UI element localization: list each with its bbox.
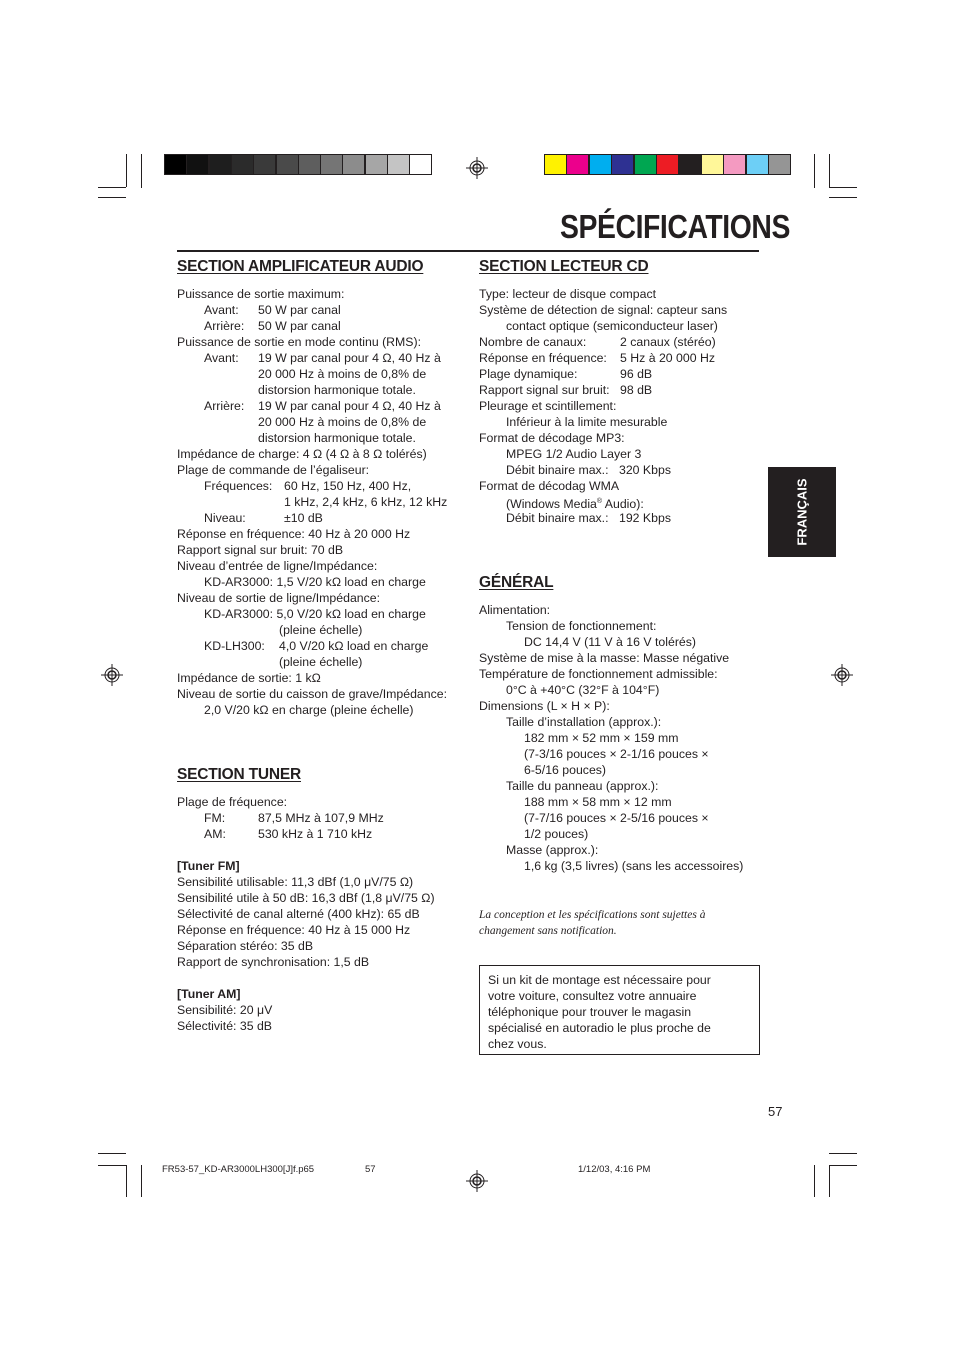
crop-mark (126, 1165, 127, 1197)
spec-line: (7-7/16 pouces × 2-5/16 pouces × (524, 811, 709, 825)
spec-line: 0°C à +40°C (32°F à 104°F) (506, 683, 660, 697)
spec-line: Dimensions (L × H × P): (479, 699, 610, 713)
grayscale-swatch (342, 154, 365, 175)
spec-line: Arrière: (204, 399, 245, 413)
color-swatch (723, 154, 746, 175)
color-swatch (566, 154, 589, 175)
notice-line: spécialisé en autoradio le plus proche de (488, 1021, 711, 1035)
spec-line: Type: lecteur de disque compact (479, 287, 657, 301)
grayscale-swatch (409, 154, 432, 175)
spec-line: (pleine échelle) (279, 655, 363, 669)
spec-line: distorsion harmonique totale. (258, 383, 416, 397)
crop-mark (98, 1165, 126, 1166)
spec-line: Arrière: (204, 319, 245, 333)
registration-mark-icon (466, 157, 488, 179)
grayscale-swatch (231, 154, 254, 175)
crop-mark (829, 197, 857, 198)
color-swatch (544, 154, 567, 175)
spec-line: KD-AR3000: 1,5 V/20 kΩ load en charge (204, 575, 426, 589)
grayscale-swatch (298, 154, 321, 175)
language-tab (768, 467, 836, 557)
spec-line: 87,5 MHz à 107,9 MHz (258, 811, 384, 825)
title-rule (177, 250, 759, 252)
spec-line: 1/2 pouces) (524, 827, 589, 841)
grayscale-swatch (209, 154, 232, 175)
section-heading-audio: SECTION AMPLIFICATEUR AUDIO (177, 258, 424, 275)
spec-line: ±10 dB (284, 511, 323, 525)
crop-mark (98, 187, 126, 188)
spec-line: 1,6 kg (3,5 livres) (sans les accessoires) (524, 859, 744, 873)
mounting-kit-notice (479, 965, 760, 1055)
page-number: 57 (768, 1104, 783, 1119)
spec-line: Débit binaire max.: (506, 463, 609, 477)
footer-date: 1/12/03, 4:16 PM (578, 1164, 651, 1175)
registered-mark: ® (596, 498, 603, 505)
spec-line: KD-LH300: (204, 639, 265, 653)
spec-line: Système de mise à la masse: Masse négative (479, 651, 730, 665)
spec-line: KD-AR3000: 5,0 V/20 kΩ load en charge (204, 607, 426, 621)
spec-line: 320 Kbps (619, 463, 671, 477)
spec-line: Nombre de canaux: (479, 335, 587, 349)
spec-line: contact optique (semiconducteur laser) (506, 319, 718, 333)
color-swatch (611, 154, 634, 175)
notice-line: chez vous. (488, 1037, 547, 1051)
spec-line: Pleurage et scintillement: (479, 399, 617, 413)
spec-line: Plage de commande de l’égaliseur: (177, 463, 370, 477)
spec-line: 182 mm × 52 mm × 159 mm (524, 731, 679, 745)
language-tab-label: FRANÇAIS (794, 478, 810, 546)
color-swatch (589, 154, 612, 175)
crop-mark (141, 154, 142, 188)
spec-line: Sensibilité utile à 50 dB: 16,3 dBf (1,8 μV/75 Ω) (177, 891, 435, 905)
spec-line: Niveau de sortie du caisson de grave/Impédance: (177, 687, 448, 701)
spec-line: Puissance de sortie en mode continu (RMS): (177, 335, 422, 349)
spec-line: Sélectivité de canal alterné (400 kHz): 65 dB (177, 907, 420, 921)
color-swatch (768, 154, 791, 175)
spec-line: Impédance de charge: 4 Ω (4 Ω à 8 Ω tolérés) (177, 447, 427, 461)
spec-line: 1 kHz, 2,4 kHz, 6 kHz, 12 kHz (284, 495, 448, 509)
spec-subheading: [Tuner FM] (177, 859, 240, 873)
crop-mark (829, 1153, 857, 1154)
spec-line: Format de décodage MP3: (479, 431, 625, 445)
spec-line: 20 000 Hz à moins de 0,8% de (258, 367, 427, 381)
spec-line-text: (Windows Media (506, 497, 597, 512)
crop-mark (814, 1165, 815, 1197)
grayscale-swatch (276, 154, 299, 175)
spec-line: 98 dB (620, 383, 653, 397)
spec-line: Plage dynamique: (479, 367, 578, 381)
spec-line: Température de fonctionnement admissible: (479, 667, 718, 681)
spec-line: Rapport signal sur bruit: (479, 383, 610, 397)
spec-line: 50 W par canal (258, 303, 341, 317)
spec-line: Réponse en fréquence: (479, 351, 607, 365)
spec-line: Tension de fonctionnement: (506, 619, 657, 633)
crop-mark (98, 1153, 126, 1154)
color-swatch (746, 154, 769, 175)
registration-mark-icon (466, 1170, 488, 1192)
spec-line: (7-3/16 pouces × 2-1/16 pouces × (524, 747, 709, 761)
spec-line: DC 14,4 V (11 V à 16 V tolérés) (524, 635, 697, 649)
spec-line: Niveau de sortie de ligne/Impédance: (177, 591, 381, 605)
registration-mark-icon (101, 664, 123, 686)
spec-line: Réponse en fréquence: 40 Hz à 20 000 Hz (177, 527, 411, 541)
spec-line: Sensibilité: 20 μV (177, 1003, 273, 1017)
design-note (479, 907, 705, 939)
color-swatch (634, 154, 657, 175)
spec-line: 2,0 V/20 kΩ en charge (pleine échelle) (204, 703, 414, 717)
spec-line: Niveau d’entrée de ligne/Impédance: (177, 559, 378, 573)
design-note-line: La conception et les spécifications sont sujettes à (479, 909, 706, 921)
spec-line: 5 Hz à 20 000 Hz (620, 351, 716, 365)
spec-line: Masse (approx.): (506, 843, 599, 857)
spec-line: 19 W par canal pour 4 Ω, 40 Hz à (258, 399, 441, 413)
crop-mark (829, 187, 857, 188)
grayscale-swatch (387, 154, 410, 175)
notice-line: votre voiture, consultez votre annuaire (488, 989, 697, 1003)
spec-line: Taille d’installation (approx.): (506, 715, 662, 729)
spec-line: 96 dB (620, 367, 653, 381)
spec-line: Puissance de sortie maximum: (177, 287, 345, 301)
grayscale-swatch (320, 154, 343, 175)
spec-line: 188 mm × 58 mm × 12 mm (524, 795, 672, 809)
spec-line: Inférieur à la limite mesurable (506, 415, 668, 429)
spec-line-text: Audio): (602, 497, 644, 512)
spec-line: Sélectivité: 35 dB (177, 1019, 273, 1033)
color-swatch (678, 154, 701, 175)
crop-mark (829, 154, 830, 187)
spec-line: Réponse en fréquence: 40 Hz à 15 000 Hz (177, 923, 411, 937)
spec-line: Impédance de sortie: 1 kΩ (177, 671, 321, 685)
grayscale-swatch (365, 154, 388, 175)
section-heading-tuner: SECTION TUNER (177, 766, 301, 783)
spec-subheading: [Tuner AM] (177, 987, 241, 1001)
spec-line: Fréquences: (204, 479, 273, 493)
footer-page: 57 (365, 1164, 376, 1175)
spec-line: FM: (204, 811, 226, 825)
spec-line: Rapport de synchronisation: 1,5 dB (177, 955, 370, 969)
spec-line: Alimentation: (479, 603, 551, 617)
notice-line: Si un kit de montage est nécessaire pour (488, 973, 711, 987)
grayscale-swatch (186, 154, 209, 175)
spec-line: Débit binaire max.: (506, 511, 609, 525)
spec-line: MPEG 1/2 Audio Layer 3 (506, 447, 642, 461)
spec-line: 19 W par canal pour 4 Ω, 40 Hz à (258, 351, 441, 365)
spec-line: 530 kHz à 1 710 kHz (258, 827, 373, 841)
spec-line: Plage de fréquence: (177, 795, 288, 809)
spec-line: Avant: (204, 351, 239, 365)
grayscale-swatch (164, 154, 187, 175)
spec-line: Système de détection de signal: capteur sans (479, 303, 728, 317)
spec-line: 192 Kbps (619, 511, 671, 525)
spec-line: 4,0 V/20 kΩ load en charge (279, 639, 429, 653)
design-note-line: changement sans notification. (479, 925, 617, 937)
spec-line: Format de décodag WMA (479, 479, 620, 493)
crop-mark (141, 1165, 142, 1197)
crop-mark (829, 1165, 830, 1197)
spec-line: Taille du panneau (approx.): (506, 779, 659, 793)
section-heading-cd: SECTION LECTEUR CD (479, 258, 649, 275)
crop-mark (829, 1165, 857, 1166)
footer-filename: FR53-57_KD-AR3000LH300[J]f.p65 (162, 1164, 315, 1175)
spec-line: Niveau: (204, 511, 246, 525)
color-swatch (701, 154, 724, 175)
spec-line: 6-5/16 pouces) (524, 763, 607, 777)
spec-line: distorsion harmonique totale. (258, 431, 416, 445)
crop-mark (98, 197, 126, 198)
color-swatch (656, 154, 679, 175)
spec-line: Séparation stéréo: 35 dB (177, 939, 314, 953)
spec-line: AM: (204, 827, 226, 841)
spec-line: Rapport signal sur bruit: 70 dB (177, 543, 344, 557)
grayscale-swatch (253, 154, 276, 175)
notice-line: téléphonique pour trouver le magasin (488, 1005, 692, 1019)
spec-line: 60 Hz, 150 Hz, 400 Hz, (284, 479, 412, 493)
page-title: SPÉCIFICATIONS (560, 208, 790, 245)
spec-line: 2 canaux (stéréo) (620, 335, 716, 349)
spec-line: 50 W par canal (258, 319, 341, 333)
spec-line: 20 000 Hz à moins de 0,8% de (258, 415, 427, 429)
registration-mark-icon (831, 664, 853, 686)
spec-line: Sensibilité utilisable: 11,3 dBf (1,0 μV/75 Ω) (177, 875, 414, 889)
crop-mark (126, 154, 127, 187)
spec-line: Avant: (204, 303, 239, 317)
section-heading-general: GÉNÉRAL (479, 574, 554, 591)
crop-mark (814, 154, 815, 188)
spec-line: (pleine échelle) (279, 623, 363, 637)
